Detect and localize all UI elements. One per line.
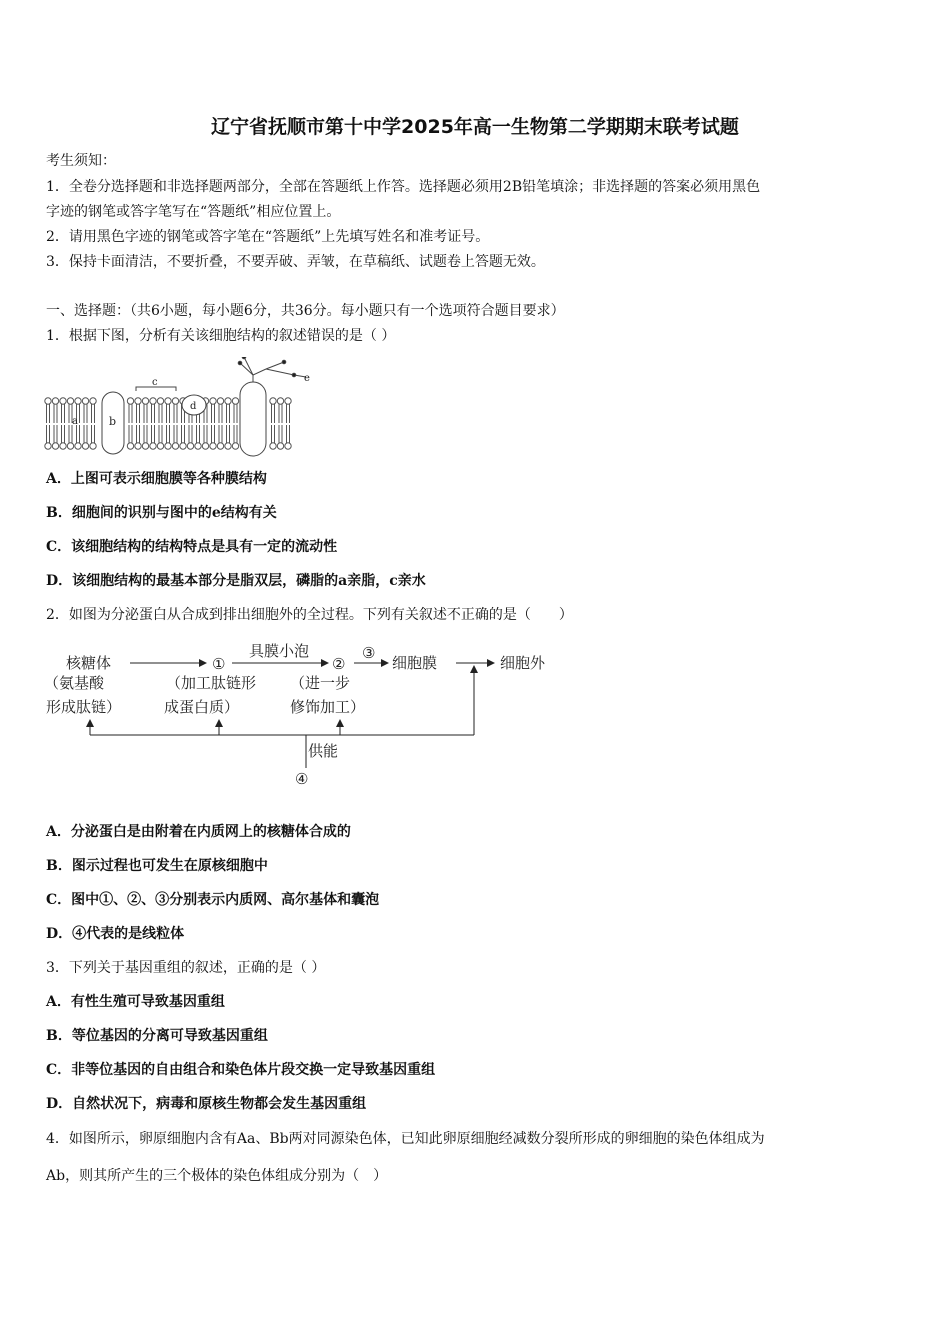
q1-option-c: C．该细胞结构的结构特点是具有一定的流动性 <box>46 539 338 555</box>
membrane-diagram <box>44 357 334 462</box>
q2-option-d: D．④代表的是线粒体 <box>46 926 185 942</box>
q3-option-c: C．非等位基因的自由组合和染色体片段交换一定导致基因重组 <box>46 1062 436 1078</box>
q3-option-a: A．有性生殖可导致基因重组 <box>46 994 225 1010</box>
node-3: ③ <box>362 644 376 662</box>
node-outside: 细胞外 <box>500 654 546 672</box>
question-4-stem-a: 4．如图所示，卵原细胞内含有Aa、Bb两对同源染色体，已知此卵原细胞经减数分裂所形成的卵细胞的染色体组成为 <box>46 1131 765 1147</box>
question-2-stem: 2．如图为分泌蛋白从合成到排出细胞外的全过程。下列有关叙述不正确的是（ ） <box>46 607 573 623</box>
label-energy: 供能 <box>308 742 339 760</box>
notice-item-1b: 字迹的钢笔或答字笔写在“答题纸”相应位置上。 <box>46 204 341 220</box>
note-1b: 成蛋白质） <box>164 698 240 716</box>
page-title: 辽宁省抚顺市第十中学2025年高一生物第二学期期末联考试题 <box>211 116 739 138</box>
glycocalyx-e <box>238 357 306 382</box>
label-d: d <box>190 401 197 412</box>
q1-option-a: A．上图可表示细胞膜等各种膜结构 <box>46 471 267 487</box>
secretion-flow-diagram <box>44 640 574 795</box>
q1-option-d: D．该细胞结构的最基本部分是脂双层，磷脂的a亲脂，c亲水 <box>46 573 426 589</box>
q1-option-b: B．细胞间的识别与图中的e结构有关 <box>46 505 277 521</box>
label-b: b <box>109 415 117 428</box>
note-ribosome-2: 形成肽链） <box>46 698 122 716</box>
q3-option-b: B．等位基因的分离可导致基因重组 <box>46 1028 268 1044</box>
q2-option-b: B．图示过程也可发生在原核细胞中 <box>46 858 268 874</box>
node-2: ② <box>332 655 346 673</box>
notice-item-2: 2．请用黑色字迹的钢笔或答字笔在“答题纸”上先填写姓名和准考证号。 <box>46 229 490 245</box>
label-e: e <box>304 373 310 384</box>
notice-item-1a: 1．全卷分选择题和非选择题两部分，全部在答题纸上作答。选择题必须用2B铅笔填涂；非选择题的答案必须用黑色 <box>46 179 761 195</box>
label-a: a <box>72 416 78 427</box>
notice-item-3: 3．保持卡面清洁，不要折叠，不要弄破、弄皱，在草稿纸、试题卷上答题无效。 <box>46 254 545 270</box>
note-2b: 修饰加工） <box>290 698 366 716</box>
q3-option-d: D．自然状况下，病毒和原核生物都会发生基因重组 <box>46 1096 367 1112</box>
section-heading: 一、选择题：（共6小题，每小题6分，共36分。每小题只有一个选项符合题目要求） <box>46 303 565 319</box>
note-2a: （进一步 <box>290 674 351 692</box>
node-membrane: 细胞膜 <box>392 654 438 672</box>
question-4-stem-b: Ab，则其所产生的三个极体的染色体组成分别为（ ） <box>46 1168 388 1184</box>
note-ribosome-1: （氨基酸 <box>44 674 105 692</box>
node-1: ① <box>212 655 226 673</box>
question-3-stem: 3．下列关于基因重组的叙述，正确的是（ ） <box>46 960 326 976</box>
node-4: ④ <box>295 770 309 788</box>
q2-option-c: C．图中①、②、③分别表示内质网、高尔基体和囊泡 <box>46 892 380 908</box>
question-1-stem: 1．根据下图，分析有关该细胞结构的叙述错误的是（ ） <box>46 328 396 344</box>
protein-glyco <box>240 382 266 456</box>
node-ribosome: 核糖体 <box>66 654 112 672</box>
note-1a: （加工肽链形 <box>166 674 257 692</box>
label-c: c <box>152 377 158 388</box>
label-vesicle: 具膜小泡 <box>249 642 310 660</box>
notice-heading: 考生须知： <box>46 153 116 169</box>
q2-option-a: A．分泌蛋白是由附着在内质网上的核糖体合成的 <box>46 824 351 840</box>
